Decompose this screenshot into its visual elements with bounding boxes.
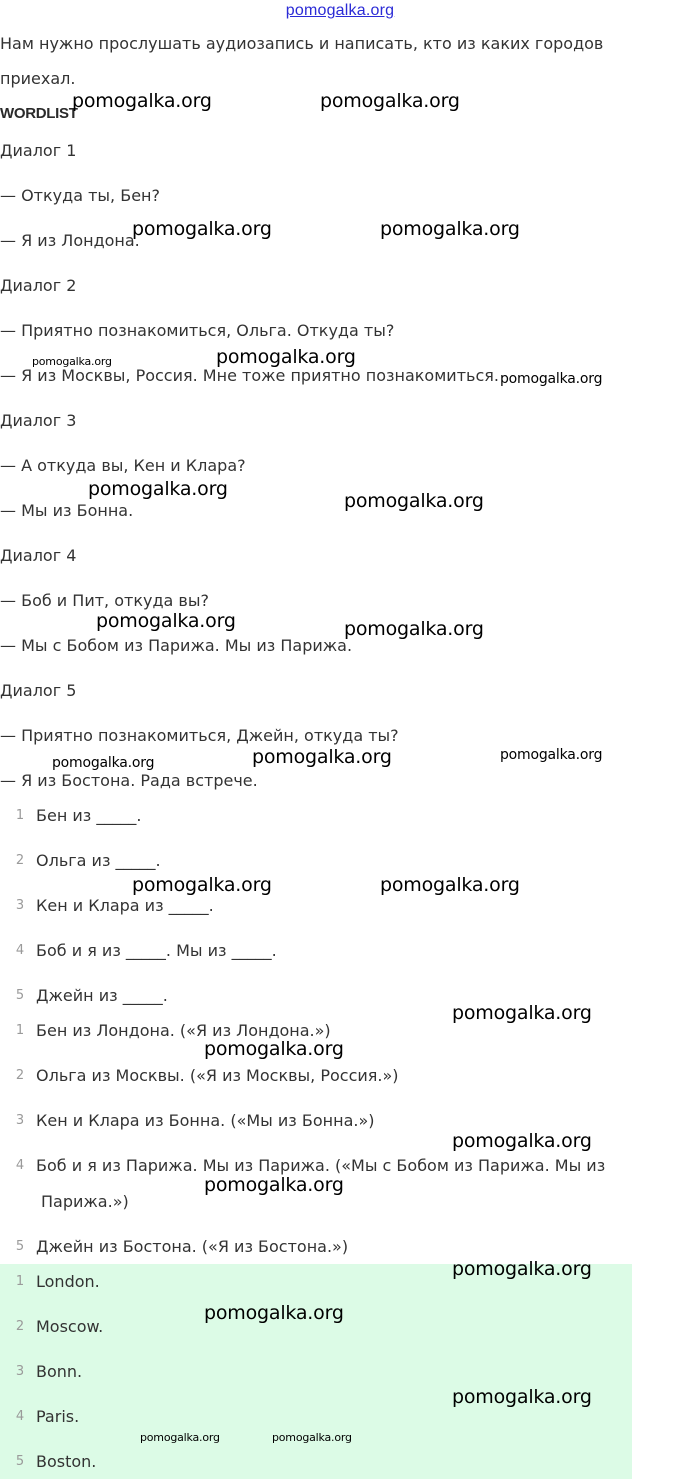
dialog-line: — Приятно познакомиться, Ольга. Откуда ты? [0, 321, 395, 340]
dialog-line: — Приятно познакомиться, Джейн, откуда ты? [0, 726, 399, 745]
list-item: Боб и я из _____. Мы из _____. [36, 941, 277, 960]
list-item: Джейн из Бостона. («Я из Бостона.») [36, 1237, 349, 1256]
watermark: pomogalka.org [252, 746, 392, 768]
watermark: pomogalka.org [272, 1431, 352, 1444]
list-number: 2 [15, 853, 25, 868]
dialog-2-title: Диалог 2 [0, 276, 77, 295]
site-link[interactable]: pomogalka.org [285, 2, 395, 19]
watermark: pomogalka.org [204, 1302, 344, 1324]
watermark: pomogalka.org [204, 1038, 344, 1060]
dialog-5-title: Диалог 5 [0, 681, 77, 700]
watermark: pomogalka.org [500, 371, 603, 387]
watermark: pomogalka.org [380, 218, 520, 240]
list-item-continuation: Парижа.») [41, 1192, 129, 1211]
list-item: Paris. [36, 1407, 80, 1426]
watermark: pomogalka.org [32, 355, 112, 368]
watermark: pomogalka.org [88, 478, 228, 500]
dialog-line: — Я из Бостона. Рада встрече. [0, 771, 258, 790]
list-number: 1 [15, 1023, 25, 1038]
watermark: pomogalka.org [452, 1258, 592, 1280]
list-number: 4 [15, 1409, 25, 1424]
watermark: pomogalka.org [216, 346, 356, 368]
watermark: pomogalka.org [96, 610, 236, 632]
list-item: Ольга из _____. [36, 851, 161, 870]
watermark: pomogalka.org [320, 90, 460, 112]
list-item: Ольга из Москвы. («Я из Москвы, Россия.») [36, 1066, 399, 1085]
list-item: Boston. [36, 1452, 97, 1471]
dialog-line: — Я из Лондона. [0, 231, 140, 250]
list-number: 1 [15, 808, 25, 823]
english-answers-box [0, 1264, 632, 1479]
dialog-3-title: Диалог 3 [0, 411, 77, 430]
wordlist-heading: WORDLIST [0, 105, 78, 122]
list-item: Джейн из _____. [36, 986, 168, 1005]
list-number: 3 [15, 1113, 25, 1128]
list-number: 3 [15, 898, 25, 913]
list-number: 1 [15, 1274, 25, 1289]
list-item: Bonn. [36, 1362, 83, 1381]
list-item: Бен из _____. [36, 806, 142, 825]
list-number: 2 [15, 1319, 25, 1334]
dialog-line: — Мы с Бобом из Парижа. Мы из Парижа. [0, 636, 353, 655]
dialog-line: — Мы из Бонна. [0, 501, 134, 520]
dialog-4-title: Диалог 4 [0, 546, 77, 565]
list-item: Боб и я из Парижа. Мы из Парижа. («Мы с Бобом из Парижа. Мы из [36, 1156, 606, 1175]
watermark: pomogalka.org [452, 1386, 592, 1408]
dialog-line: — А откуда вы, Кен и Клара? [0, 456, 246, 475]
intro-line-1: Нам нужно прослушать аудиозапись и написать, кто из каких городов [0, 34, 604, 53]
list-number: 4 [15, 1158, 25, 1173]
watermark: pomogalka.org [52, 755, 155, 771]
watermark: pomogalka.org [344, 618, 484, 640]
watermark: pomogalka.org [132, 874, 272, 896]
watermark: pomogalka.org [140, 1431, 220, 1444]
intro-line-2: приехал. [0, 69, 76, 88]
list-number: 3 [15, 1364, 25, 1379]
list-number: 5 [15, 988, 25, 1003]
watermark: pomogalka.org [204, 1174, 344, 1196]
list-number: 5 [15, 1239, 25, 1254]
watermark: pomogalka.org [452, 1130, 592, 1152]
list-item: London. [36, 1272, 100, 1291]
list-number: 2 [15, 1068, 25, 1083]
dialog-line: — Боб и Пит, откуда вы? [0, 591, 209, 610]
list-item: Кен и Клара из _____. [36, 896, 214, 915]
dialog-line: — Откуда ты, Бен? [0, 186, 160, 205]
list-item: Moscow. [36, 1317, 104, 1336]
list-item: Кен и Клара из Бонна. («Мы из Бонна.») [36, 1111, 375, 1130]
list-number: 4 [15, 943, 25, 958]
dialog-line: — Я из Москвы, Россия. Мне тоже приятно познакомиться. [0, 366, 499, 385]
watermark: pomogalka.org [344, 490, 484, 512]
dialog-1-title: Диалог 1 [0, 141, 77, 160]
watermark: pomogalka.org [132, 218, 272, 240]
list-number: 5 [15, 1454, 25, 1469]
watermark: pomogalka.org [380, 874, 520, 896]
watermark: pomogalka.org [72, 90, 212, 112]
watermark: pomogalka.org [500, 747, 603, 763]
list-item: Бен из Лондона. («Я из Лондона.») [36, 1021, 331, 1040]
watermark: pomogalka.org [452, 1002, 592, 1024]
